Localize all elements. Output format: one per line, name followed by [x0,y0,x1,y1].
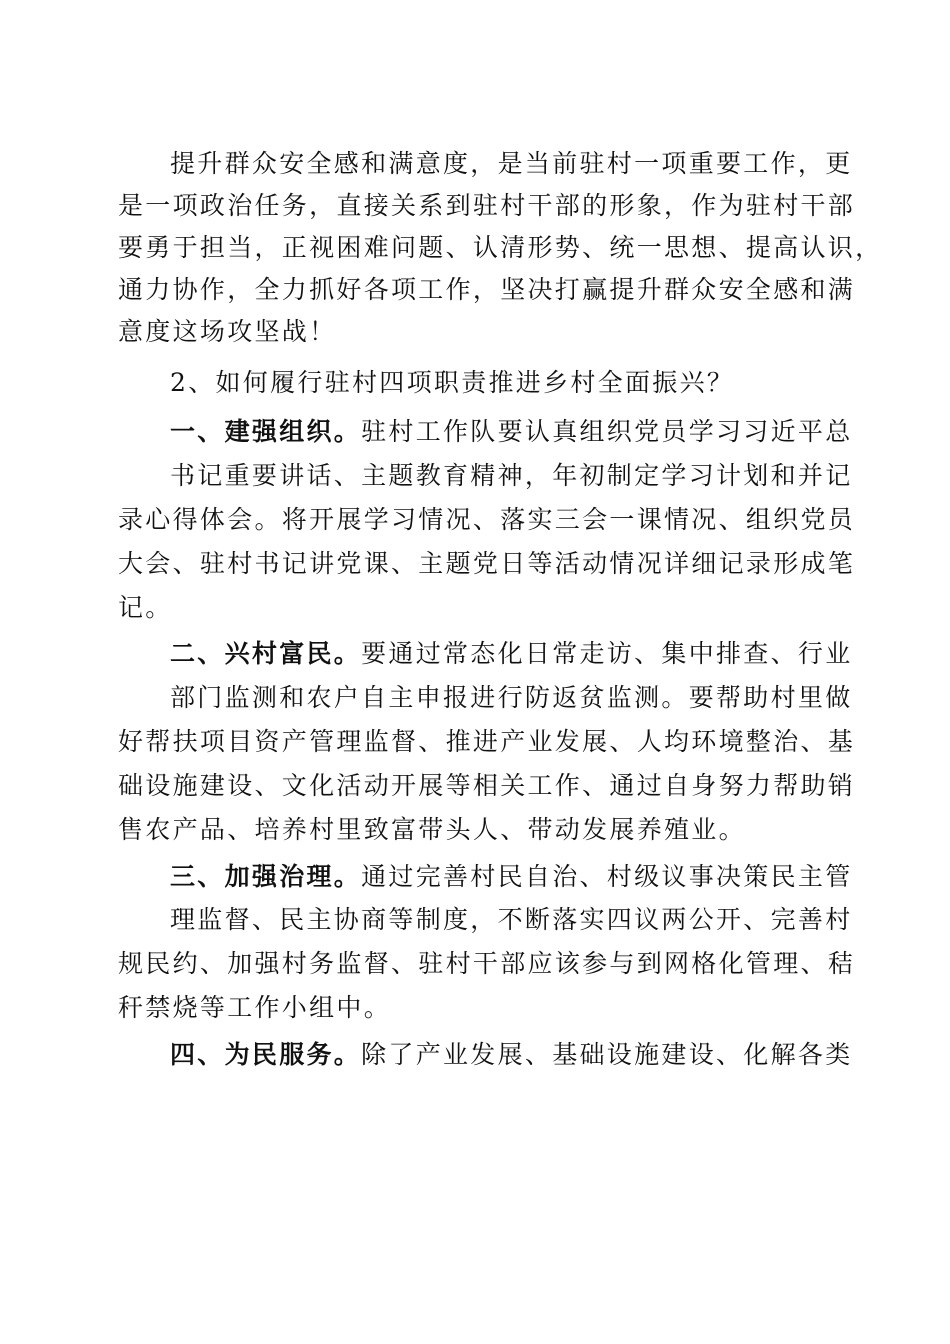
paragraph-line: 好帮扶项目资产管理监督、推进产业发展、人均环境整治、基 [118,727,856,756]
section-1-first-line: 一、建强组织。驻村工作队要认真组织党员学习习近平总 [170,417,853,446]
section-2-heading: 二、兴村富民。 [170,639,362,668]
paragraph-line: 记。 [118,593,173,622]
section-2-first-line: 二、兴村富民。要通过常态化日常走访、集中排查、行业 [170,639,853,668]
paragraph-line: 提升群众安全感和满意度，是当前驻村一项重要工作，更 [170,149,853,178]
section-1-heading: 一、建强组织。 [170,417,362,446]
paragraph-line: 部门监测和农户自主申报进行防返贫监测。要帮助村里做 [170,683,853,712]
section-4-heading: 四、为民服务。 [170,1040,362,1069]
paragraph-line: 通力协作，全力抓好各项工作，坚决打赢提升群众安全感和满 [118,275,856,304]
paragraph-line: 理监督、民主协商等制度，不断落实四议两公开、完善村 [170,905,853,934]
paragraph-line: 秆禁烧等工作小组中。 [118,993,392,1022]
paragraph-line: 录心得体会。将开展学习情况、落实三会一课情况、组织党员 [118,505,856,534]
section-3-heading: 三、加强治理。 [170,862,362,891]
section-3-first-line: 三、加强治理。通过完善村民自治、村级议事决策民主管 [170,862,853,891]
paragraph-line: 书记重要讲话、主题教育精神，年初制定学习计划和并记 [170,461,853,490]
paragraph-line: 规民约、加强村务监督、驻村干部应该参与到网格化管理、秸 [118,949,856,978]
paragraph-line: 大会、驻村书记讲党课、主题党日等活动情况详细记录形成笔 [118,549,856,578]
section-4-first-line: 四、为民服务。除了产业发展、基础设施建设、化解各类 [170,1040,853,1069]
paragraph-line: 是一项政治任务，直接关系到驻村干部的形象，作为驻村干部 [118,191,856,220]
question-heading: 2、如何履行驻村四项职责推进乡村全面振兴？ [170,368,735,397]
paragraph-line: 础设施建设、文化活动开展等相关工作、通过自身努力帮助销 [118,771,856,800]
paragraph-line: 要勇于担当，正视困难问题、认清形势、统一思想、提高认识， [118,233,883,262]
paragraph-line: 意度这场攻坚战！ [118,317,337,346]
paragraph-line: 售农产品、培养村里致富带头人、带动发展养殖业。 [118,815,746,844]
